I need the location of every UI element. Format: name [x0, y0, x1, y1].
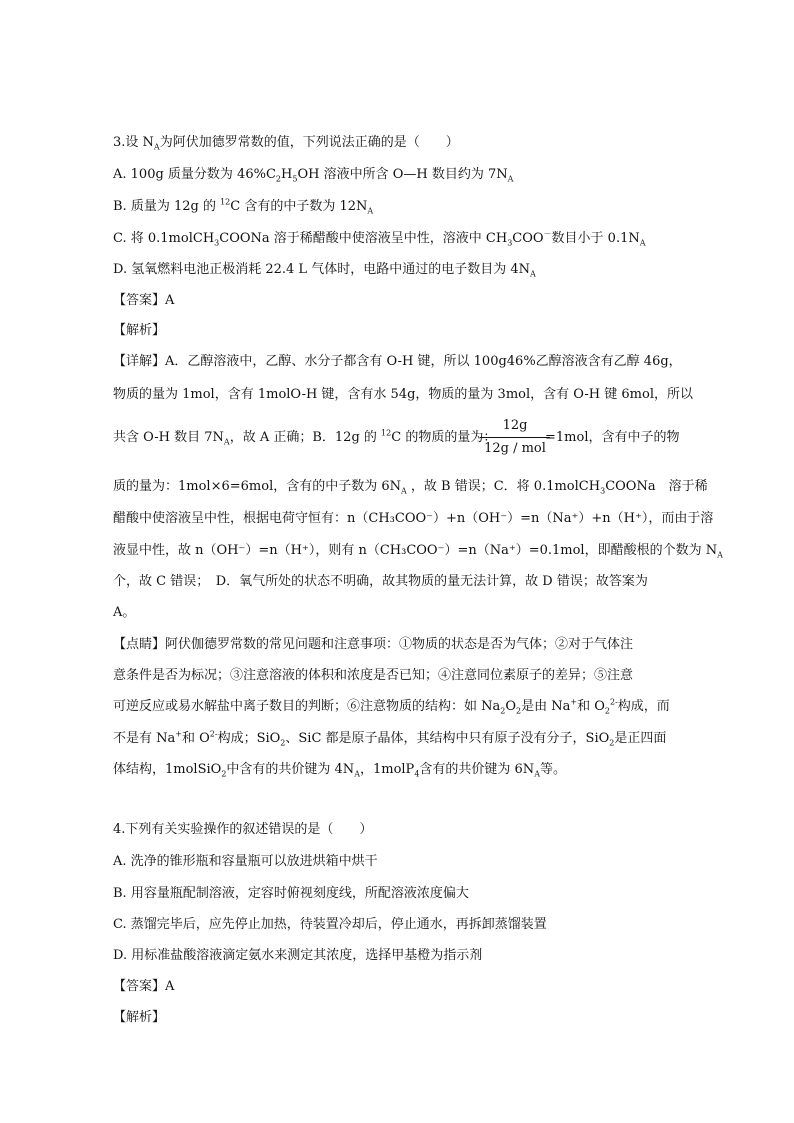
q3-analysis-label: 【解析】 — [113, 323, 166, 338]
q4-option-b: B. 用容量瓶配制溶液，定容时俯视刻度线，所配溶液浓度偏大 — [113, 886, 469, 901]
q3-detail-line4: 质的量为：1mol×6=6mol，含有的中子数为 $6N_A$ ，故 B 错误；C．将 0.1molCH$_3$COONa 溶于稀 — [113, 479, 708, 496]
q3-detail-line7: 个，故 C 错误； D．氧气所处的状态不明确，故其物质的量无法计算，故 D 错误；故答案为 — [113, 574, 648, 589]
q3-tip-line3: 可逆反应或易水解盐中离子数目的判断；⑥注意物质的结构：如 $Na_2O_2$是由 Na+和 $O_2^{2-}$构成，而 — [113, 697, 670, 716]
q3-option-b: B. 质量为 12g 的 $^{12}$C 含有的中子数为 $12N_A$ — [113, 197, 374, 216]
q3-detail-line3: 共含 O-H 数目 $7N_A$，故 A 正确；B．12g 的 $^{12}$C 的物质的量为： — [113, 428, 497, 447]
q3-detail-line5: 醋酸中使溶液呈中性，根据电荷守恒有：n（CH₃COO⁻）+n（OH⁻）=n（Na⁺）+n（H⁺），而由于溶 — [113, 511, 714, 526]
q3-tip-line1: 【点睛】阿伏伽德罗常数的常见问题和注意事项：①物质的状态是否为气体；②对于气体注 — [113, 637, 634, 652]
q3-option-a: A. 100g 质量分数为 $46\%C_2H_5OH$ 溶液中所含 O—H 数目约为 $7N_A$ — [113, 167, 514, 184]
fraction-numerator: 12g — [502, 418, 528, 433]
q4-answer: 【答案】A — [113, 979, 175, 994]
q3-option-c: C. 将 0.1molCH$_3$COONa 溶于稀醋酸中使溶液呈中性，溶液中 $CH_3COO^-$数目小于 $0.1N_A$ — [113, 229, 646, 248]
fraction-mass-over-molar-mass — [480, 416, 550, 459]
q4-option-d: D. 用标准盐酸溶液滴定氨水来测定其浓度，选择甲基橙为指示剂 — [113, 948, 483, 963]
q3-detail-line1: 【详解】A．乙醇溶液中，乙醇、水分子都含有 O-H 键，所以 100g46%乙醇溶液含有乙醇 46g， — [113, 354, 682, 369]
fraction-denominator: 12g / mol — [484, 441, 546, 456]
q4-stem: 4.下列有关实验操作的叙述错误的是（ ） — [113, 822, 373, 837]
q3-stem: 3.设 $N_A$为阿伏加德罗常数的值，下列说法正确的是（ ） — [113, 135, 459, 152]
fraction-bar — [480, 437, 550, 438]
q3-detail-line2: 物质的量为 1mol，含有 1molO-H 键，含有水 54g，物质的量为 3mol，含有 O-H 键 6mol，所以 — [113, 387, 693, 402]
q4-analysis-label: 【解析】 — [113, 1010, 166, 1025]
q3-detail-line8: A。 — [113, 605, 136, 620]
q3-tip-line2: 意条件是否为标况；③注意溶液的体积和浓度是否已知；④注意同位素原子的差异；⑤注意 — [113, 668, 634, 683]
q3-detail-line3-tail: =1mol，含有中子的物 — [545, 430, 680, 445]
q3-option-d: D. 氢氧燃料电池正极消耗 22.4 L 气体时，电路中通过的电子数目为 $4N_A$ — [113, 262, 536, 279]
q3-tip-line4: 不是有 Na+和 $O^{2-}$构成；SiO$_2$、SiC 都是原子晶体，其结构中只有原子没有分子，SiO$_2$是正四面 — [113, 729, 667, 748]
q3-detail-line6: 液显中性，故 n（OH⁻）=n（H⁺），则有 n（CH₃COO⁻）=n（Na⁺）=0.1mol，即醋酸根的个数为 $N_A$ — [113, 543, 723, 560]
q3-answer: 【答案】A — [113, 293, 175, 308]
q4-option-c: C. 蒸馏完毕后，应先停止加热，待装置冷却后，停止通水，再拆卸蒸馏装置 — [113, 917, 547, 932]
q3-tip-line5: 体结构，1molSiO$_2$中含有的共价键为 $4N_A$，1molP$_4$含有的共价键为 $6N_A$等。 — [113, 762, 566, 779]
q4-option-a: A. 洗净的锥形瓶和容量瓶可以放进烘箱中烘干 — [113, 854, 378, 869]
